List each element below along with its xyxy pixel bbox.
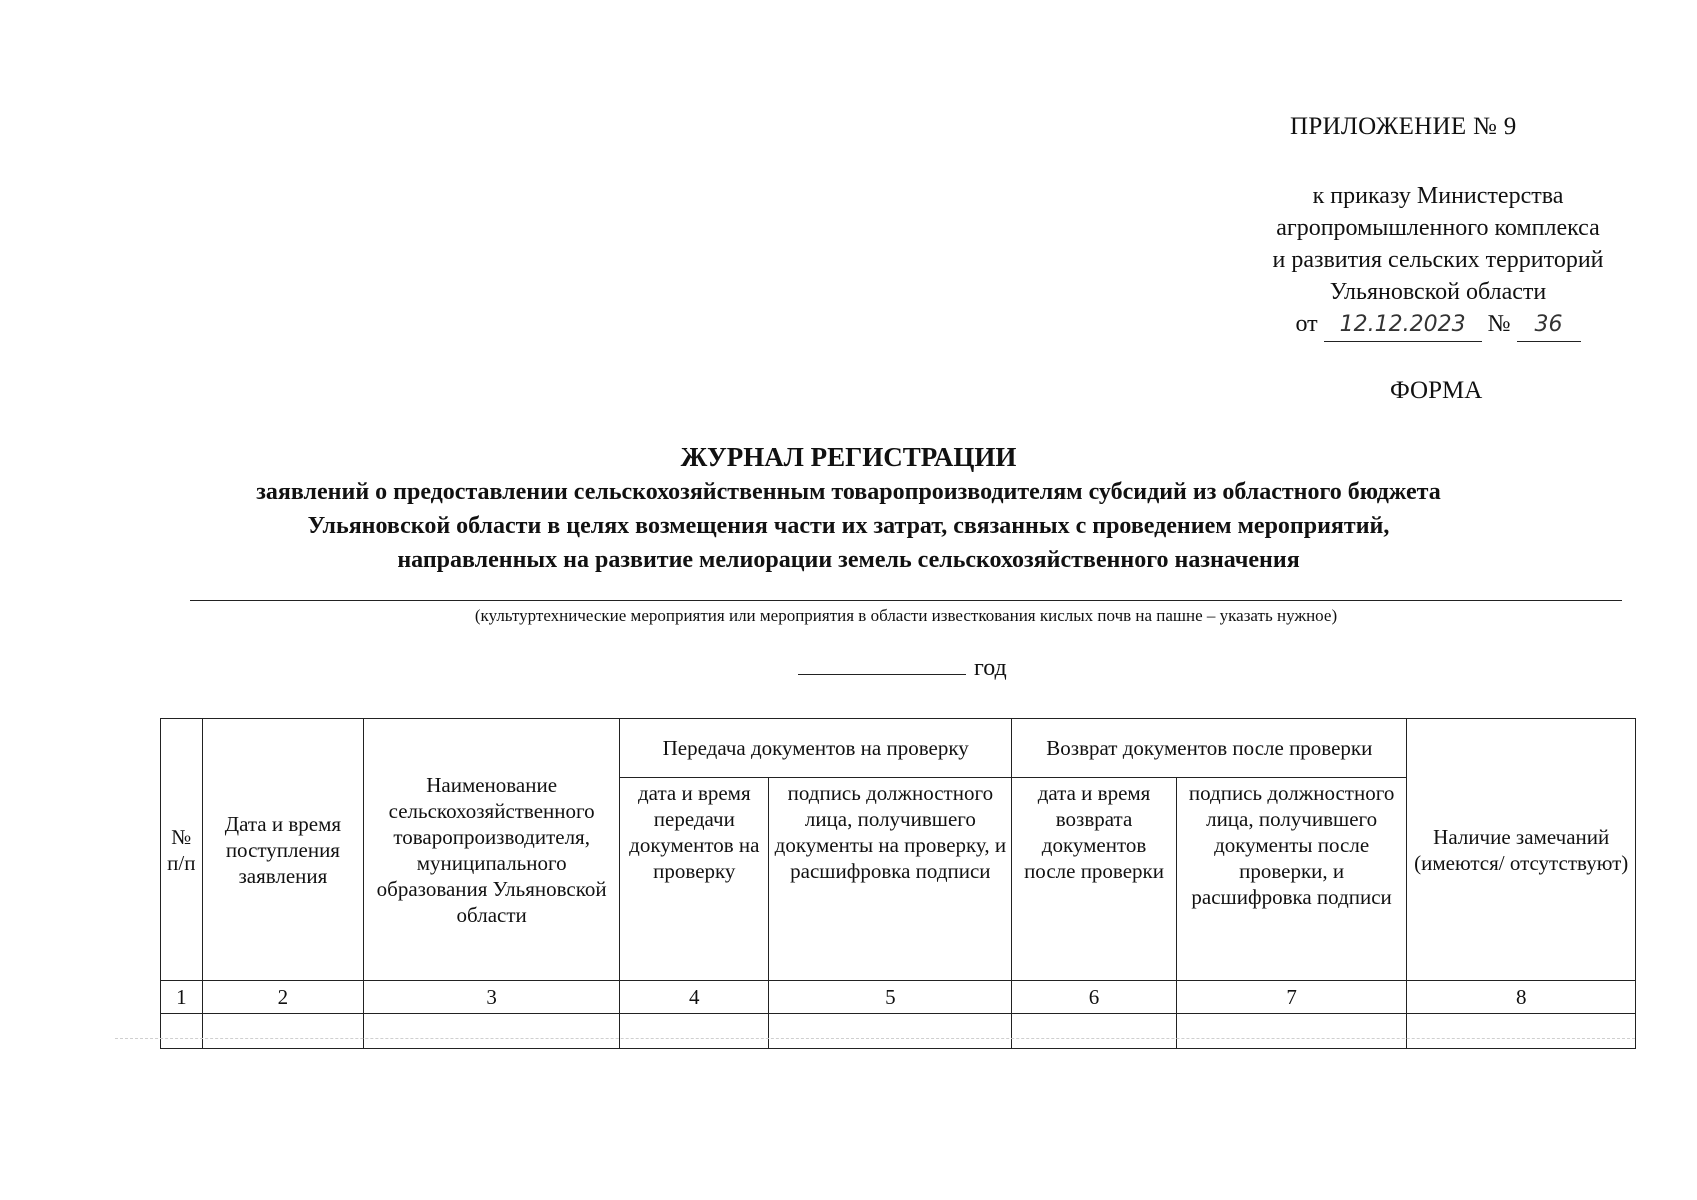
order-date-line [1218, 308, 1658, 342]
registration-table [160, 718, 1636, 1049]
column-number-row [161, 981, 1636, 1014]
order-line: и развития сельских территорий [1272, 247, 1604, 273]
handwritten-number: 36 [1517, 309, 1581, 342]
year-fill-line [798, 652, 966, 675]
journal-subtitle [150, 475, 1547, 577]
column-number: 5 [769, 981, 1012, 1014]
table-header-row [161, 719, 1636, 778]
number-prefix: № [1487, 311, 1511, 337]
handwritten-date: 12.12.2023 [1324, 309, 1482, 342]
column-number: 7 [1176, 981, 1407, 1014]
date-prefix: от [1295, 311, 1318, 337]
column-number: 1 [161, 981, 203, 1014]
header-col-return-signature: подпись должностного лица, получившего документы после проверки, и расшифровка подписи [1176, 778, 1407, 981]
journal-title: ЖУРНАЛ РЕГИСТРАЦИИ [680, 442, 1017, 472]
header-col-date: Дата и время поступления заявления [202, 719, 364, 981]
table-cell [769, 1014, 1012, 1049]
scan-artifact-line [115, 1038, 1635, 1039]
subtitle-line: заявлений о предоставлении сельскохозяйственным товаропроизводителям субсидий из областного бюджета [256, 479, 1441, 505]
table-cell [1176, 1014, 1407, 1049]
table-cell [161, 1014, 203, 1049]
header-col-num: № п/п [161, 719, 203, 981]
table-cell [1407, 1014, 1636, 1049]
year-line [798, 652, 1007, 682]
column-number: 4 [620, 981, 769, 1014]
table-row [161, 1014, 1636, 1049]
year-label: год [974, 655, 1007, 681]
order-line: агропромышленного комплекса [1276, 215, 1600, 241]
header-col-remarks: Наличие замечаний (имеются/ отсутствуют) [1407, 719, 1636, 981]
order-line: Ульяновской области [1329, 279, 1547, 305]
table-cell [620, 1014, 769, 1049]
order-reference [1218, 180, 1658, 342]
subtitle-line: Ульяновской области в целях возмещения части их затрат, связанных с проведением мероприятий, [307, 513, 1390, 539]
column-number: 2 [202, 981, 364, 1014]
column-number: 3 [364, 981, 620, 1014]
header-col-transfer-signature: подпись должностного лица, получившего документы на проверку, и расшифровка подписи [769, 778, 1012, 981]
appendix-title: ПРИЛОЖЕНИЕ № 9 [1290, 113, 1517, 140]
header-group-transfer: Передача документов на проверку [620, 719, 1012, 778]
table-cell [202, 1014, 364, 1049]
header-col-name: Наименование сельскохозяйственного товаропроизводителя, муниципального образования Ульяновской области [364, 719, 620, 981]
activity-hint: (культуртехнические мероприятия или мероприятия в области известкования кислых почв на пашне – указать нужное) [474, 606, 1338, 625]
column-number: 6 [1012, 981, 1177, 1014]
activity-fill-line [190, 600, 1622, 601]
header-group-return: Возврат документов после проверки [1012, 719, 1407, 778]
form-label: ФОРМА [1390, 377, 1483, 404]
table-cell [1012, 1014, 1177, 1049]
table-cell [364, 1014, 620, 1049]
header-col-transfer-date: дата и время передачи документов на проверку [620, 778, 769, 981]
subtitle-line: направленных на развитие мелиорации земель сельскохозяйственного назначения [397, 547, 1300, 573]
order-line: к приказу Министерства [1312, 183, 1564, 209]
header-col-return-date: дата и время возврата документов после проверки [1012, 778, 1177, 981]
column-number: 8 [1407, 981, 1636, 1014]
